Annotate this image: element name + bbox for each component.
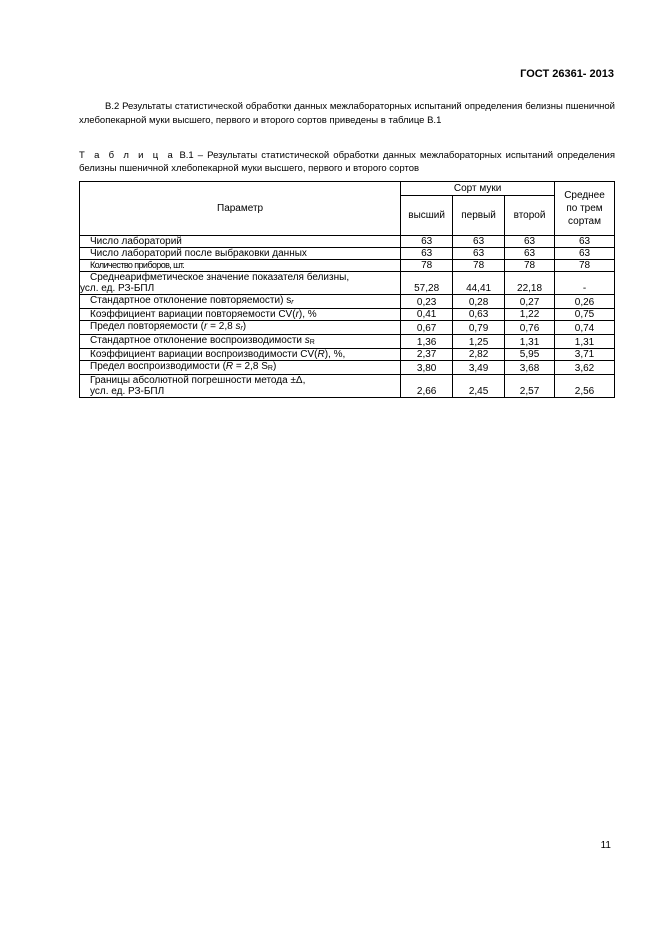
cell-value: 1,31 [505,335,555,349]
row-label-text: Предел повторяемости ( [90,321,205,332]
cell-value: 0,27 [505,295,555,309]
cell-value: 2,37 [401,349,453,361]
row-label-text: ), % [298,309,317,320]
subscript: R [309,339,315,346]
cell-value: 0,28 [453,295,505,309]
header-grade-group: Сорт муки [401,182,555,196]
cell-value: 0,41 [401,309,453,321]
cell-value: 63 [555,236,615,248]
row-label [80,272,401,295]
subscript: r [291,299,294,306]
cell-value: 2,45 [453,375,505,398]
cell-value: 3,68 [505,361,555,375]
cell-value: 3,49 [453,361,505,375]
row-label-line: Среднеарифметическое значение показателя белизны, [90,272,350,283]
cell-value: 63 [505,248,555,260]
table-row [80,248,615,260]
row-label-text: = 2,8 [207,321,236,332]
cell-value: 1,22 [505,309,555,321]
table-row [80,349,615,361]
cell-value: 3,80 [401,361,453,375]
results-table [79,181,615,398]
italic-symbol: R [225,361,234,372]
cell-value: 2,57 [505,375,555,398]
cell-value: 63 [401,236,453,248]
row-label: Число лабораторий после выбраковки данных [80,248,401,260]
header-second-grade: второй [505,196,555,236]
cell-value: 0,74 [555,321,615,335]
cell-value: 2,82 [453,349,505,361]
row-label [80,349,401,361]
row-label-text: = 2,8 S [233,361,268,372]
italic-symbol: s [304,335,310,346]
cell-value: 2,66 [401,375,453,398]
cell-value: 78 [505,260,555,272]
cell-value: 0,26 [555,295,615,309]
intro-paragraph [79,100,615,128]
row-label-text: Стандартное отклонение воспроизводимости [90,335,305,346]
cell-value: 63 [505,236,555,248]
cell-value: 78 [555,260,615,272]
header-param: Параметр [80,182,401,236]
subscript: R [267,365,273,372]
cell-value: 3,71 [555,349,615,361]
document-code: ГОСТ 26361- 2013 [520,68,614,80]
cell-value: 1,31 [555,335,615,349]
caption-label: Т а б л и ц а [79,150,176,161]
table-row [80,260,615,272]
row-label-line: усл. ед. РЗ-БПЛ [90,386,165,397]
row-label-line: Границы абсолютной погрешности метода ±Δ, [90,375,306,386]
row-label-text: ) [242,321,247,332]
row-label [80,361,401,375]
cell-value: 0,63 [453,309,505,321]
row-label: Количество приборов, шт. [80,260,401,272]
row-label-text: ) [272,361,277,372]
table-row [80,361,615,375]
row-label-line: усл. ед. РЗ-БПЛ [80,283,155,294]
row-label-text: ), %, [324,349,346,360]
subscript: r [240,325,243,332]
header-top-grade: высший [401,196,453,236]
italic-symbol: r [204,321,208,332]
cell-value: 63 [453,248,505,260]
cell-value: 78 [401,260,453,272]
table-row [80,309,615,321]
italic-symbol: r [295,309,299,320]
cell-value: 3,62 [555,361,615,375]
cell-value: 1,25 [453,335,505,349]
cell-value: 22,18 [505,272,555,295]
table-row [80,335,615,349]
row-label [80,335,401,349]
cell-value: 0,23 [401,295,453,309]
italic-symbol: R [317,349,325,360]
row-label-text: Коэффициент вариации воспроизводимости CV( [90,349,318,360]
caption-text: В.1 – Результаты статистической обработки данных межлабораторных испытаний определения белизны пшеничной хлебопекарной муки высшего, первого и второго сортов [79,150,615,174]
cell-value: 0,79 [453,321,505,335]
cell-value: 0,67 [401,321,453,335]
table-row [80,236,615,248]
row-label [80,295,401,309]
cell-value: 0,76 [505,321,555,335]
table-row [80,375,615,398]
row-label [80,309,401,321]
cell-value: 63 [401,248,453,260]
intro-text: В.2 Результаты статистической обработки данных межлабораторных испытаний определения белизны пшеничной хлебопекарной муки высшего, первого и второго сортов приведены в таблице В.1 [79,101,615,126]
cell-value: 5,95 [505,349,555,361]
italic-symbol: s [235,321,241,332]
row-label-text: Коэффициент вариации повторяемости CV( [90,309,296,320]
header-average: Среднее по трем сортам [555,182,615,236]
row-label-text: Предел воспроизводимости ( [90,361,226,372]
cell-value: 1,36 [401,335,453,349]
row-label-text: Стандартное отклонение повторяемости) s [90,295,292,306]
row-label [80,375,401,398]
cell-value: - [555,272,615,295]
table-caption [79,149,615,175]
cell-value: 57,28 [401,272,453,295]
cell-value: 0,75 [555,309,615,321]
header-first-grade: первый [453,196,505,236]
table-row [80,321,615,335]
cell-value: 63 [453,236,505,248]
table-row [80,272,615,295]
cell-value: 44,41 [453,272,505,295]
table-row [80,295,615,309]
row-label [80,321,401,335]
page-number: 11 [600,840,611,851]
row-label: Число лабораторий [80,236,401,248]
cell-value: 78 [453,260,505,272]
cell-value: 63 [555,248,615,260]
cell-value: 2,56 [555,375,615,398]
